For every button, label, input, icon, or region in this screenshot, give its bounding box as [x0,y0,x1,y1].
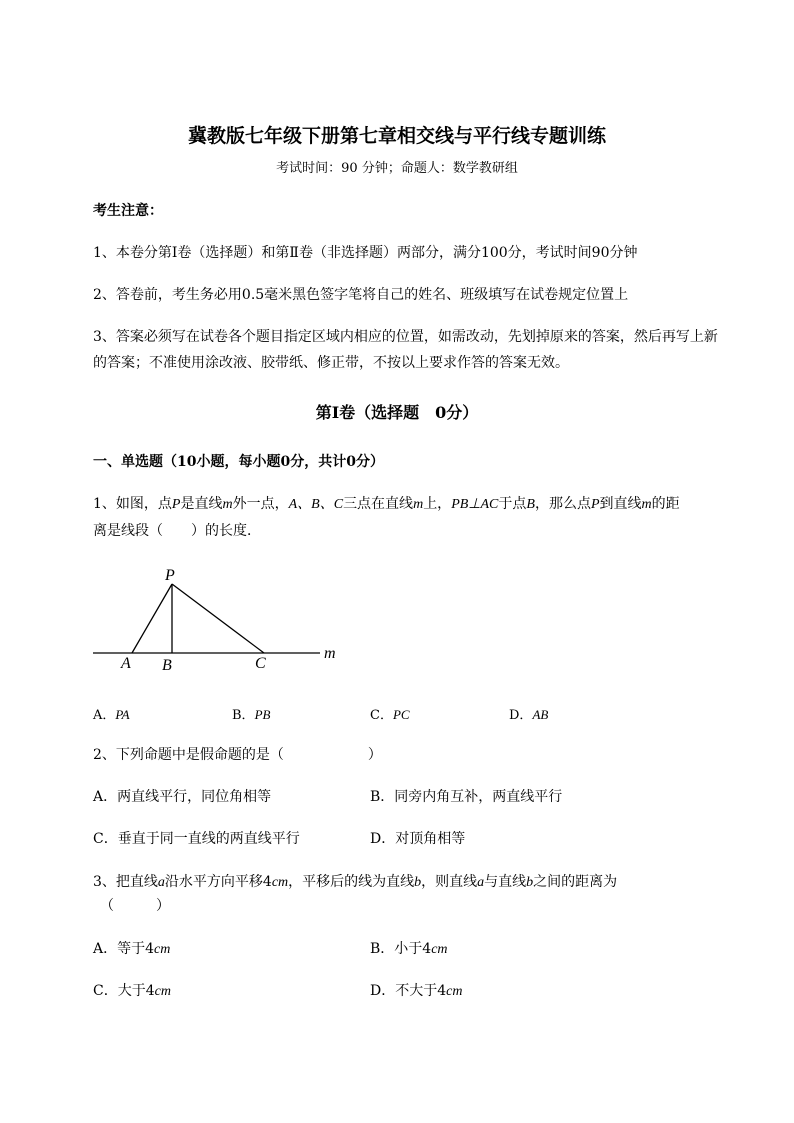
option-b [232,704,270,723]
page-title: 冀教版七年级下册第七章相交线与平行线专题训练 [187,125,606,147]
question-text: 上， [423,496,452,512]
question-3 [93,871,617,891]
question-text: 是直线 [180,496,223,512]
question-text: 沿水平方向平移 [164,874,263,890]
option-number: 4 [145,983,155,999]
question-text: ，平移后的线为直线 [288,874,415,890]
unit: cm [271,875,289,890]
option-value: AB [532,707,549,722]
exam-info: 考试时间：90 分钟；命题人：数学教研组 [276,161,518,176]
label-a: A [121,655,131,672]
question-2 [93,744,382,764]
notice-item-1: 1、本卷分第Ⅰ卷（选择题）和第Ⅱ卷（非选择题）两部分，满分100分，考试时间90分钟 [93,245,638,261]
question-number: 3、 [93,874,116,890]
math-var: m [222,497,233,512]
math-var: PB⊥AC [451,497,499,512]
unit: cm [446,984,463,999]
math-var: b [414,875,422,890]
option-a [93,938,170,958]
option-d [370,980,462,1000]
math-var: P [171,497,181,512]
question-text: ，那么点 [534,496,591,512]
math-var: P [590,497,600,512]
question-text: 如图，点 [115,496,172,512]
math-var: A、B、C [288,497,344,512]
part-heading: 一、单选题（10小题，每小题0分，共计0分） [93,454,384,470]
notice-item-3-cont: 的答案；不准使用涂改液、胶带纸、修正带，不按以上要求作答的答案无效。 [93,355,569,371]
option-text: D．不大于 [370,983,438,999]
question-1-line2: 离是线段（ ）的长度． [93,523,261,539]
notice-item-2: 2、答卷前，考生务必用0.5毫米黑色签字笔将自己的姓名、班级填写在试卷规定位置上 [93,287,629,303]
notice-item-3: 3、答案必须写在试卷各个题目指定区域内相应的位置，如需改动，先划掉原来的答案，然后再写上新 [93,329,718,345]
math-var: a [477,875,485,890]
option-letter: D． [509,708,533,723]
label-c: C [255,655,266,672]
option-text: A．等于 [93,941,146,957]
question-text: 把直线 [115,874,158,890]
option-c [370,704,410,723]
option-letter: C． [370,708,393,723]
label-b: B [162,657,172,674]
option-number: 4 [422,941,432,957]
question-text: 到直线 [599,496,642,512]
math-var: m [641,497,652,512]
label-m: m [324,645,336,662]
math-var: m [413,497,424,512]
option-c [93,980,171,1000]
question-text: 于点 [498,496,527,512]
question-text: 下列命题中是假命题的是（ ） [115,747,382,763]
question-number: 1、 [93,496,116,512]
option-b [370,938,448,958]
question-number: 2、 [93,747,116,763]
question-text: ，则直线 [421,874,478,890]
question-text: 与直线 [484,874,527,890]
option-letter: A． [93,708,116,723]
math-var: B [526,497,535,512]
question-text: 三点在直线 [343,496,414,512]
math-var: a [157,875,165,890]
question-text: 之间的距离为 [533,874,618,890]
option-number: 4 [437,983,447,999]
question-text: 的距 [651,496,680,512]
question-text: 外一点， [232,496,289,512]
option-value: PA [115,707,130,722]
label-p: P [165,567,175,584]
segment-pa [132,584,172,653]
option-b: B．同旁内角互补，两直线平行 [370,789,563,805]
option-d [509,704,548,723]
option-text: B．小于 [370,941,423,957]
option-a [93,704,130,723]
section-title: 第Ⅰ卷（选择题 0分） [315,403,479,422]
question-1 [93,493,680,513]
math-var: b [526,875,534,890]
unit: cm [154,942,171,957]
option-a: A．两直线平行，同位角相等 [93,789,272,805]
option-text: C．大于 [93,983,146,999]
option-number: 4 [145,941,155,957]
option-c: C．垂直于同一直线的两直线平行 [93,831,300,847]
option-value: PC [392,707,410,722]
question-3-line2: （ ） [100,898,170,914]
distance-value: 4 [262,874,272,890]
option-value: PB [254,707,271,722]
geometry-figure [90,562,350,674]
option-letter: B． [232,708,255,723]
segment-pc [172,584,264,653]
option-d: D．对顶角相等 [370,831,466,847]
notice-heading: 考生注意： [93,203,163,219]
unit: cm [154,984,171,999]
unit: cm [431,942,448,957]
